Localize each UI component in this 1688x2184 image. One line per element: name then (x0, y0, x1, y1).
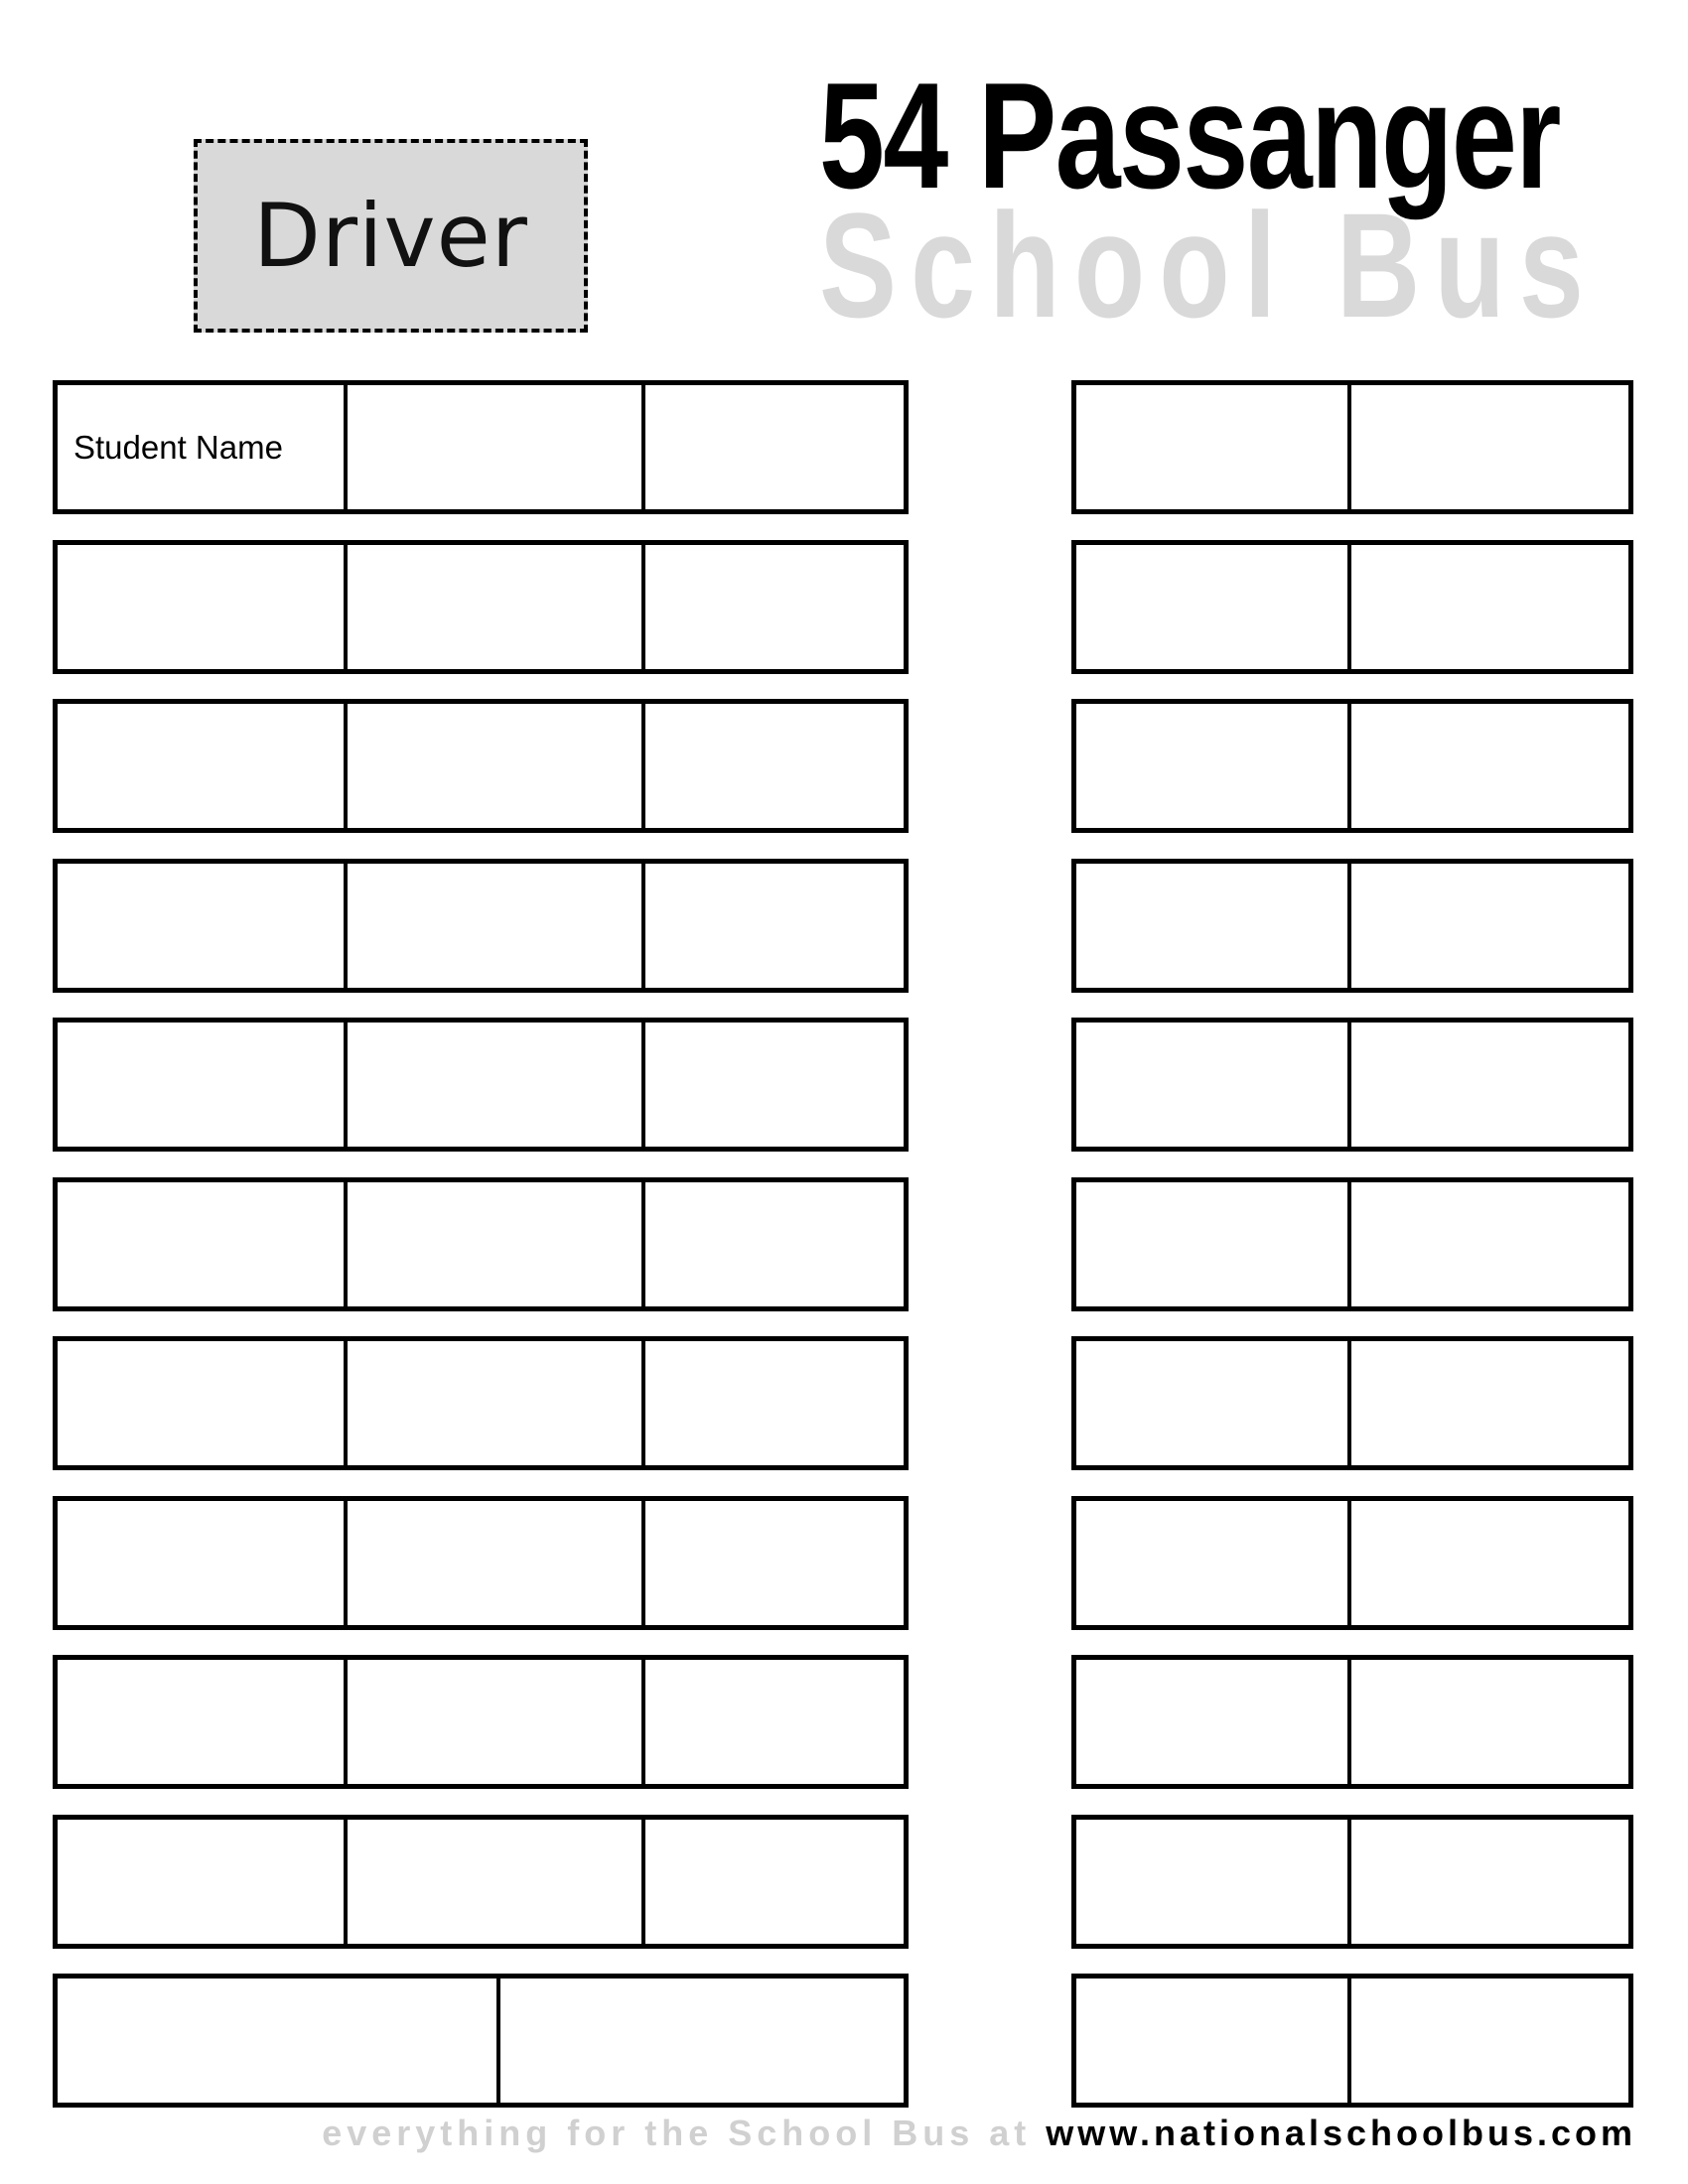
left-seat-row (53, 859, 909, 993)
footer-url: www.nationalschoolbus.com (1046, 2113, 1636, 2153)
seat-cell[interactable] (348, 545, 645, 669)
right-seat-row (1071, 380, 1633, 514)
seat-cell[interactable] (645, 1820, 904, 1944)
left-seat-row (53, 1974, 909, 2108)
seat-cell[interactable] (1351, 1182, 1628, 1306)
page-subtitle: School Bus (819, 182, 1598, 348)
seat-cell[interactable] (645, 1023, 904, 1147)
seat-cell[interactable] (1351, 1341, 1628, 1465)
right-seat-row (1071, 1655, 1633, 1789)
seat-cell[interactable] (1076, 545, 1351, 669)
seat-cell[interactable] (645, 545, 904, 669)
seat-cell[interactable] (1351, 545, 1628, 669)
seat-cell[interactable] (348, 864, 645, 988)
seat-cell[interactable] (58, 545, 348, 669)
right-seat-row (1071, 1177, 1633, 1311)
seat-cell[interactable] (645, 1501, 904, 1625)
right-seat-row (1071, 540, 1633, 674)
left-seat-row (53, 1336, 909, 1470)
seat-cell[interactable] (1076, 1979, 1351, 2103)
seat-cell[interactable] (1076, 1660, 1351, 1784)
seat-cell[interactable] (58, 1023, 348, 1147)
driver-label: Driver (253, 185, 528, 287)
seat-cell[interactable] (1351, 1979, 1628, 2103)
seat-cell[interactable] (1076, 1820, 1351, 1944)
seat-cell[interactable] (58, 1820, 348, 1944)
seat-cell[interactable] (1351, 1660, 1628, 1784)
right-seat-row (1071, 1018, 1633, 1152)
left-seat-row (53, 1496, 909, 1630)
seat-cell[interactable] (1351, 1820, 1628, 1944)
footer (322, 2113, 1636, 2154)
left-seat-row (53, 1655, 909, 1789)
seat-cell[interactable] (58, 1979, 500, 2103)
page-title: 54 Passanger (819, 52, 1560, 220)
driver-seat-box (194, 139, 588, 333)
seat-cell[interactable] (58, 1660, 348, 1784)
left-seat-row (53, 380, 909, 514)
seat-cell[interactable] (348, 1501, 645, 1625)
seat-cell[interactable] (645, 385, 904, 509)
seat-cell[interactable] (1351, 1501, 1628, 1625)
seat-cell[interactable] (1076, 1182, 1351, 1306)
seat-cell[interactable] (645, 1182, 904, 1306)
footer-tagline: everything for the School Bus at (322, 2113, 1047, 2153)
right-seat-row (1071, 1336, 1633, 1470)
seat-cell[interactable] (1076, 385, 1351, 509)
right-seat-row (1071, 1815, 1633, 1949)
seat-cell[interactable] (500, 1979, 904, 2103)
seat-cell[interactable] (1351, 1023, 1628, 1147)
right-seat-row (1071, 1496, 1633, 1630)
seat-cell[interactable] (1076, 864, 1351, 988)
seat-cell[interactable] (58, 1341, 348, 1465)
left-seat-row (53, 1177, 909, 1311)
seat-cell[interactable] (645, 704, 904, 828)
seat-cell[interactable] (348, 1182, 645, 1306)
seat-cell[interactable] (645, 864, 904, 988)
seat-cell[interactable] (58, 864, 348, 988)
right-seat-row (1071, 1974, 1633, 2108)
right-seat-row (1071, 699, 1633, 833)
seat-cell[interactable] (1076, 1501, 1351, 1625)
seat-cell[interactable] (348, 1341, 645, 1465)
seat-cell[interactable] (348, 385, 645, 509)
seat-cell[interactable] (1351, 704, 1628, 828)
seat-cell[interactable] (1076, 1023, 1351, 1147)
left-seat-row (53, 540, 909, 674)
seat-cell[interactable] (645, 1341, 904, 1465)
seat-cell[interactable] (1351, 385, 1628, 509)
seat-cell[interactable] (58, 704, 348, 828)
seat-cell[interactable] (58, 1182, 348, 1306)
left-seat-row (53, 1018, 909, 1152)
seat-cell[interactable] (1076, 704, 1351, 828)
seat-cell[interactable] (348, 1023, 645, 1147)
seat-cell[interactable] (1076, 1341, 1351, 1465)
seat-cell[interactable] (348, 1820, 645, 1944)
seat-cell[interactable] (58, 1501, 348, 1625)
student-name-cell[interactable]: Student Name (58, 385, 348, 509)
seat-cell[interactable] (1351, 864, 1628, 988)
left-seat-row (53, 1815, 909, 1949)
seat-cell[interactable] (348, 1660, 645, 1784)
seat-cell[interactable] (348, 704, 645, 828)
right-seat-row (1071, 859, 1633, 993)
left-seat-row (53, 699, 909, 833)
seat-cell[interactable] (645, 1660, 904, 1784)
